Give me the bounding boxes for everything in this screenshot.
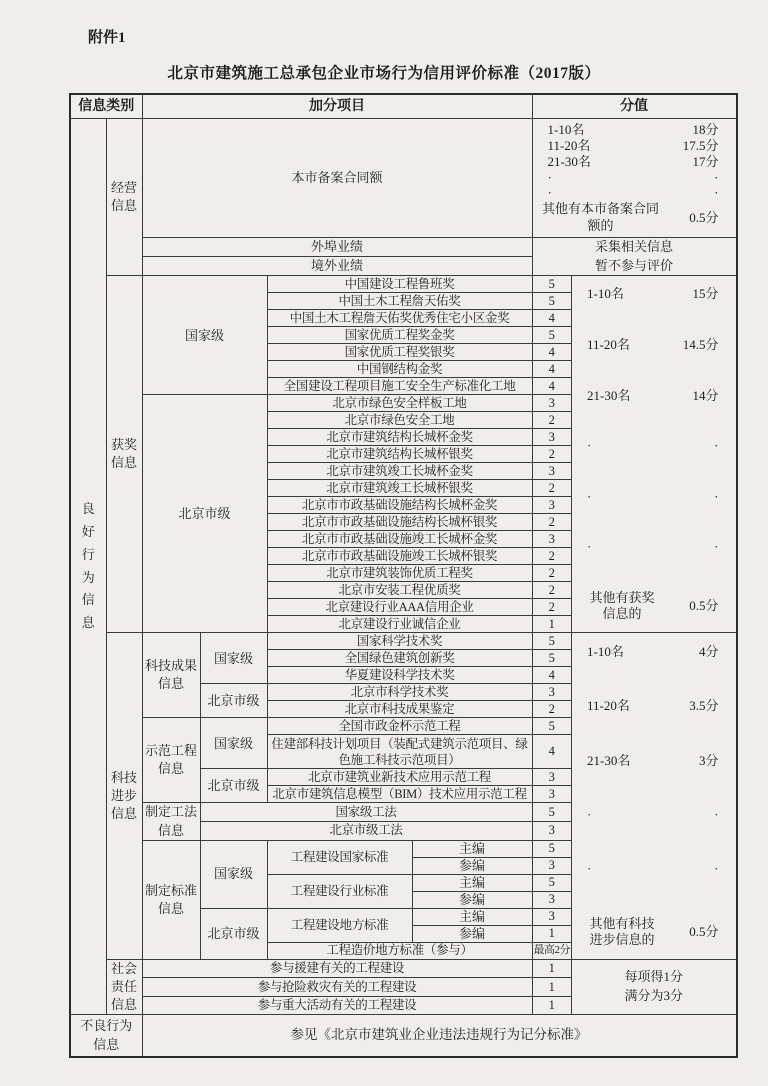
award-name: 北京市建筑竣工长城杯银奖 xyxy=(267,480,532,497)
award-score: 2 xyxy=(532,514,572,531)
score-line xyxy=(587,698,719,714)
award-name: 中国土木工程詹天佑奖优秀住宅小区金奖 xyxy=(267,310,532,327)
score-line xyxy=(548,138,719,154)
role-score: 3 xyxy=(532,857,572,874)
award-name: 北京市市政基础设施结构长城杯金奖 xyxy=(267,497,532,514)
score-value: 4分 xyxy=(698,644,719,660)
award-score: 4 xyxy=(532,378,572,395)
score-line xyxy=(587,644,719,660)
award-score: 3 xyxy=(532,786,572,803)
rank-label: 21-30名 xyxy=(587,387,631,403)
level-beijing: 北京市级 xyxy=(200,908,267,959)
table-row xyxy=(70,119,737,238)
award-name: 国家科学技术奖 xyxy=(267,633,532,650)
social-item: 参与抢险救灾有关的工程建设 xyxy=(142,978,532,997)
category-bad-behavior: 不良行为信息 xyxy=(70,1015,142,1057)
score-value: 15分 xyxy=(692,286,719,302)
award-name: 北京市科学技术奖 xyxy=(267,684,532,701)
subsection-demo-label: 示范工程信息 xyxy=(142,718,200,803)
method-name: 北京市级工法 xyxy=(200,822,532,841)
section-business-label: 经营信息 xyxy=(106,119,142,276)
role-score: 3 xyxy=(532,891,572,908)
award-name: 北京市科技成果鉴定 xyxy=(267,701,532,718)
award-name: 中国钢结构金奖 xyxy=(267,361,532,378)
score-value: 3.5分 xyxy=(689,698,719,714)
award-score: 2 xyxy=(532,446,572,463)
score-line xyxy=(587,286,719,302)
award-name: 全国市政金杯示范工程 xyxy=(267,718,532,735)
table-row xyxy=(70,1015,737,1057)
header-category: 信息类别 xyxy=(70,94,142,119)
method-score: 5 xyxy=(532,803,572,822)
header-score: 分值 xyxy=(532,94,737,119)
level-national: 国家级 xyxy=(200,840,267,908)
award-name: 北京市建筑信息模型（BIM）技术应用示范工程 xyxy=(267,786,532,803)
standard-name: 工程建设地方标准 xyxy=(267,908,412,942)
other-label: 其他有获奖信息的 xyxy=(589,589,655,622)
award-name: 中国建设工程鲁班奖 xyxy=(267,276,532,293)
ellipsis-dots: · · xyxy=(587,488,719,504)
section-awards-label: 获奖信息 xyxy=(106,276,142,633)
award-name: 中国土木工程詹天佑奖 xyxy=(267,293,532,310)
score-note-social: 每项得1分 满分为3分 xyxy=(572,959,737,1015)
award-name: 北京市市政基础设施竣工长城杯银奖 xyxy=(267,548,532,565)
ellipsis-dots: · · xyxy=(587,438,719,454)
award-score: 4 xyxy=(532,735,572,769)
award-score: 5 xyxy=(532,276,572,293)
rank-label: 1-10名 xyxy=(547,122,585,137)
award-name: 北京市市政基础设施结构长城杯银奖 xyxy=(267,514,532,531)
score-value: 0.5分 xyxy=(689,598,719,614)
award-name: 北京建设行业诚信企业 xyxy=(267,616,532,633)
social-score: 1 xyxy=(532,959,572,978)
award-score: 4 xyxy=(532,667,572,684)
award-name: 国家优质工程奖银奖 xyxy=(267,344,532,361)
table-row xyxy=(70,959,737,978)
score-panel-business-inner xyxy=(534,119,735,237)
ellipsis-dots: · · xyxy=(587,807,719,823)
award-name: 全国绿色建筑创新奖 xyxy=(267,650,532,667)
role-participant: 参编 xyxy=(412,857,532,874)
award-name: 北京市建筑装饰优质工程奖 xyxy=(267,565,532,582)
standard-score: 最高2分 xyxy=(532,942,572,959)
item-outoftown: 外埠业绩 xyxy=(142,237,532,256)
score-other-line xyxy=(541,201,719,234)
role-score: 5 xyxy=(532,874,572,891)
rank-label: 21-30名 xyxy=(587,752,631,768)
award-score: 2 xyxy=(532,599,572,616)
level-national: 国家级 xyxy=(200,718,267,769)
score-value: 3分 xyxy=(698,752,719,768)
award-score: 2 xyxy=(532,701,572,718)
award-name: 北京市建筑结构长城杯金奖 xyxy=(267,429,532,446)
standard-name: 工程建设行业标准 xyxy=(267,874,412,908)
other-label: 其他有本市备案合同额的 xyxy=(541,201,659,233)
table-header-row xyxy=(70,94,737,119)
score-panel-business xyxy=(532,119,737,238)
award-score: 4 xyxy=(532,344,572,361)
score-panel-tech-inner xyxy=(573,641,735,951)
role-chief: 主编 xyxy=(412,840,532,857)
standard-name: 工程建设国家标准 xyxy=(267,840,412,874)
award-name: 国家优质工程奖金奖 xyxy=(267,327,532,344)
ellipsis-dots: · · xyxy=(587,861,719,877)
social-score: 1 xyxy=(532,996,572,1015)
standard-name: 工程造价地方标准（参与） xyxy=(267,942,532,959)
award-name: 住建部科技计划项目（装配式建筑示范项目、绿色施工科技示范项目） xyxy=(267,735,532,769)
award-score: 2 xyxy=(532,412,572,429)
role-score: 3 xyxy=(532,908,572,925)
ellipsis-dots: · · xyxy=(547,169,719,185)
social-score: 1 xyxy=(532,978,572,997)
award-name: 北京市建筑业新技术应用示范工程 xyxy=(267,769,532,786)
rank-label: 1-10名 xyxy=(587,286,624,302)
award-score: 5 xyxy=(532,650,572,667)
score-value: 0.5分 xyxy=(689,209,719,225)
role-participant: 参编 xyxy=(412,891,532,908)
award-score: 3 xyxy=(532,769,572,786)
award-name: 北京市市政基础设施竣工长城杯金奖 xyxy=(267,531,532,548)
award-name: 华夏建设科学技术奖 xyxy=(267,667,532,684)
award-score: 3 xyxy=(532,463,572,480)
award-score: 4 xyxy=(532,361,572,378)
role-chief: 主编 xyxy=(412,908,532,925)
social-item: 参与援建有关的工程建设 xyxy=(142,959,532,978)
rank-label: 11-20名 xyxy=(547,137,591,153)
award-name: 北京市建筑竣工长城杯金奖 xyxy=(267,463,532,480)
award-name: 北京市绿色安全样板工地 xyxy=(267,395,532,412)
score-line xyxy=(587,388,719,404)
score-value: 17.5分 xyxy=(682,137,719,153)
role-score: 5 xyxy=(532,840,572,857)
award-score: 2 xyxy=(532,582,572,599)
method-name: 国家级工法 xyxy=(200,803,532,822)
header-bonus-items: 加分项目 xyxy=(142,94,532,119)
level-beijing: 北京市级 xyxy=(200,684,267,718)
award-score: 2 xyxy=(532,548,572,565)
subsection-standard-label: 制定标准信息 xyxy=(142,840,200,959)
award-score: 2 xyxy=(532,480,572,497)
score-panel-awards-inner xyxy=(573,283,735,625)
score-other-line xyxy=(587,590,719,623)
award-score: 5 xyxy=(532,718,572,735)
section-social-label: 社会责任信息 xyxy=(106,959,142,1015)
ellipsis-dots: · · xyxy=(547,185,719,201)
social-item: 参与重大活动有关的工程建设 xyxy=(142,996,532,1015)
score-line xyxy=(548,154,719,170)
award-name: 全国建设工程项目施工安全生产标准化工地 xyxy=(267,378,532,395)
award-score: 5 xyxy=(532,327,572,344)
item-overseas: 境外业绩 xyxy=(142,257,532,276)
award-score: 3 xyxy=(532,531,572,548)
award-score: 3 xyxy=(532,497,572,514)
bad-behavior-note: 参见《北京市建筑业企业违法违规行为记分标准》 xyxy=(142,1015,737,1057)
role-participant: 参编 xyxy=(412,925,532,942)
subsection-achievement-label: 科技成果信息 xyxy=(142,633,200,718)
score-other-line xyxy=(587,916,719,949)
award-score: 3 xyxy=(532,395,572,412)
role-chief: 主编 xyxy=(412,874,532,891)
rank-label: 11-20名 xyxy=(587,337,630,353)
role-score: 1 xyxy=(532,925,572,942)
table-row xyxy=(70,276,737,293)
award-score: 1 xyxy=(532,616,572,633)
score-value: 18分 xyxy=(692,122,719,137)
award-score: 3 xyxy=(532,429,572,446)
section-tech-label: 科技进步信息 xyxy=(106,633,142,959)
score-panel-tech xyxy=(572,633,737,959)
award-score: 2 xyxy=(532,565,572,582)
score-value: 17分 xyxy=(692,153,719,169)
score-line xyxy=(548,122,719,138)
award-score: 3 xyxy=(532,684,572,701)
level-national: 国家级 xyxy=(142,276,267,395)
level-national: 国家级 xyxy=(200,633,267,684)
good-behavior-label: 良好行为信息 xyxy=(81,501,95,631)
table-row xyxy=(70,633,737,650)
score-panel-awards xyxy=(572,276,737,633)
rank-label: 11-20名 xyxy=(587,698,630,714)
award-name: 北京市安装工程优质奖 xyxy=(267,582,532,599)
score-line xyxy=(587,337,719,353)
method-score: 3 xyxy=(532,822,572,841)
award-score: 5 xyxy=(532,293,572,310)
credit-standard-table xyxy=(69,93,738,1058)
score-value: 0.5分 xyxy=(689,923,719,939)
score-value: 14.5分 xyxy=(682,337,719,353)
score-note-business: 采集相关信息 暂不参与评价 xyxy=(532,237,737,276)
attachment-label: 附件1 xyxy=(88,30,126,46)
document-title: 北京市建筑施工总承包企业市场行为信用评价标准（2017版） xyxy=(167,65,601,82)
other-label: 其他有科技进步信息的 xyxy=(589,915,655,947)
award-name: 北京市建筑结构长城杯银奖 xyxy=(267,446,532,463)
item-contract-amount: 本市备案合同额 xyxy=(142,119,532,238)
award-name: 北京建设行业AAA信用企业 xyxy=(267,599,532,616)
rank-label: 1-10名 xyxy=(587,644,624,660)
award-name: 北京市绿色安全工地 xyxy=(267,412,532,429)
ellipsis-dots: · · xyxy=(587,539,719,555)
table-row xyxy=(70,237,737,256)
level-beijing: 北京市级 xyxy=(200,769,267,803)
score-line xyxy=(587,753,719,769)
level-beijing: 北京市级 xyxy=(142,395,267,633)
subsection-method-label: 制定工法信息 xyxy=(142,803,200,840)
score-value: 14分 xyxy=(692,387,719,403)
category-good-behavior xyxy=(70,119,106,1015)
rank-label: 21-30名 xyxy=(547,153,591,169)
award-score: 4 xyxy=(532,310,572,327)
award-score: 5 xyxy=(532,633,572,650)
